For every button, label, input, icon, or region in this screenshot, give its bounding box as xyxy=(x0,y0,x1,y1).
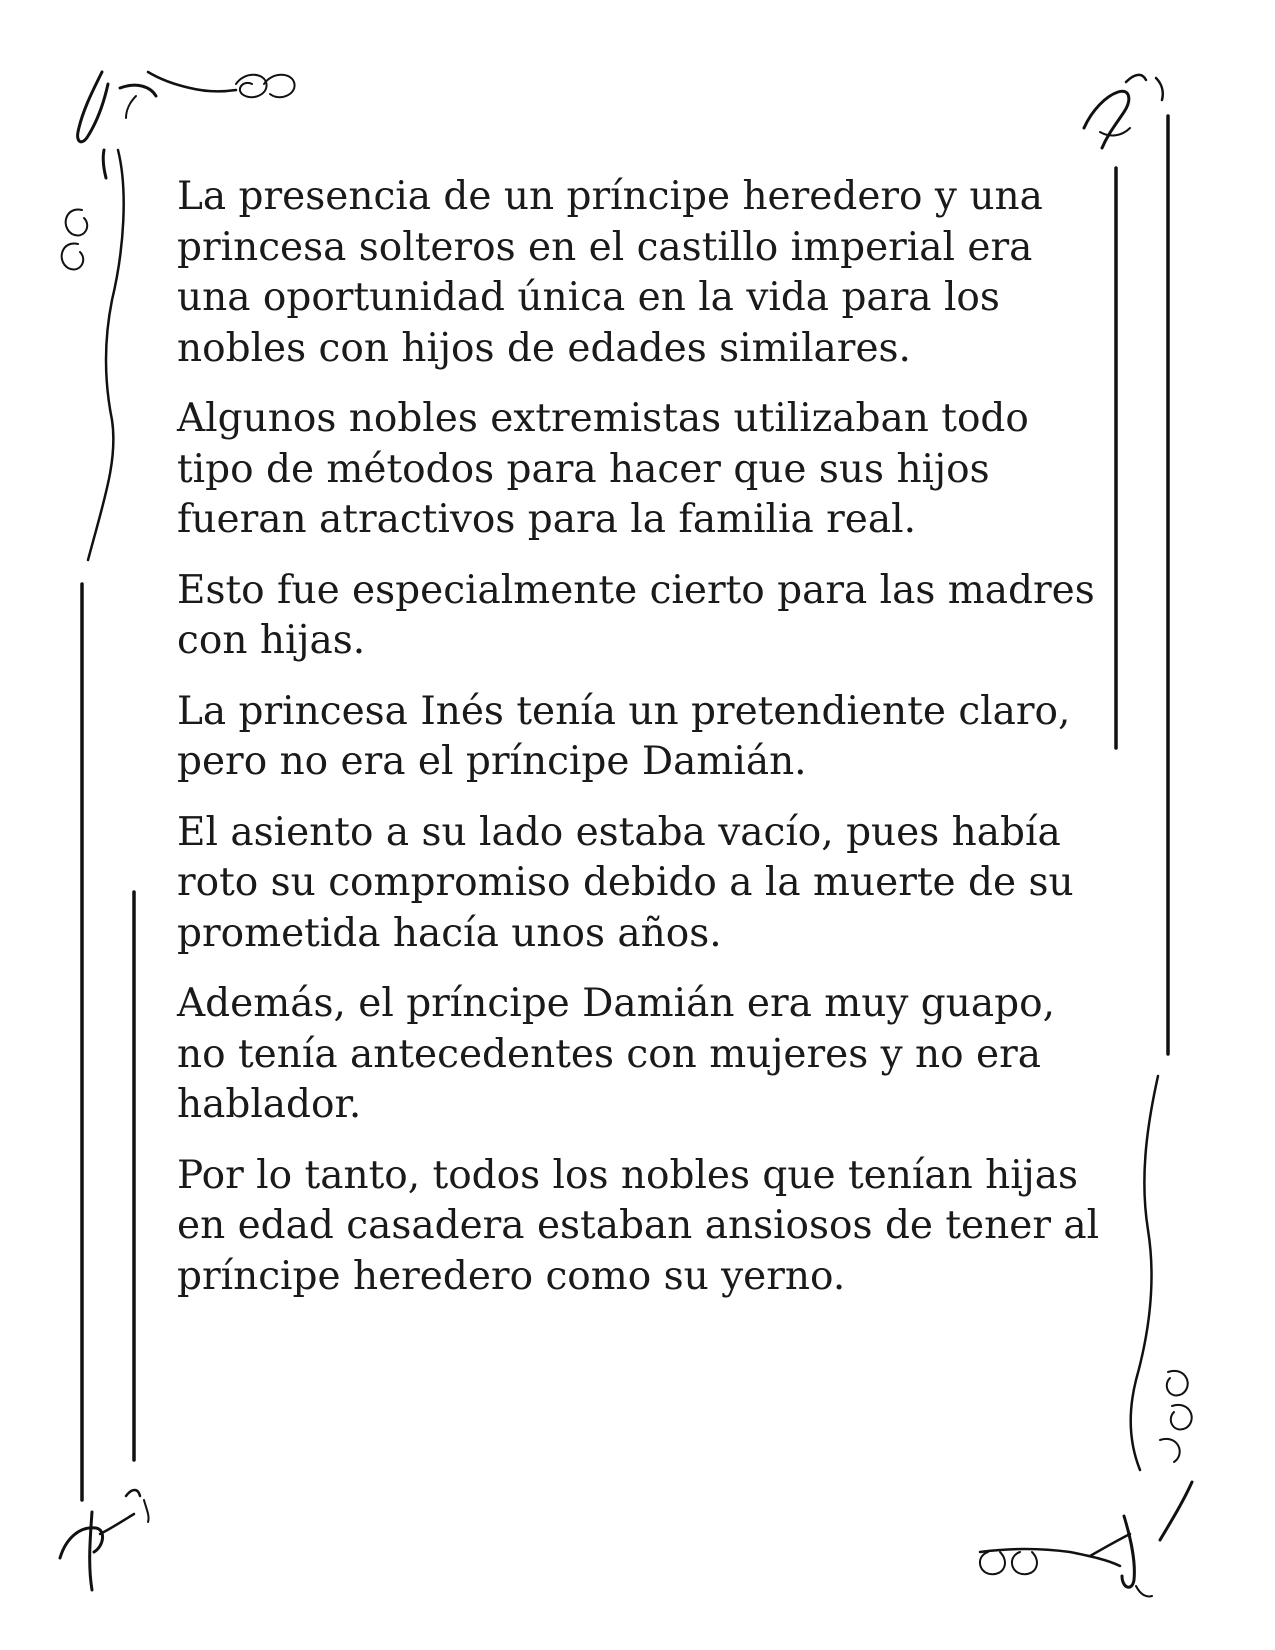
paragraph: La princesa Inés tenía un pretendiente claro, pero no era el príncipe Damián. xyxy=(177,688,1071,784)
document-body xyxy=(177,172,1107,1322)
paragraph: El asiento a su lado estaba vacío, pues había roto su compromiso debido a la muerte de su prometida hacía unos años. xyxy=(177,809,1074,956)
paragraph: Además, el príncipe Damián era muy guapo, no tenía antecedentes con mujeres y no era hablador. xyxy=(177,981,1055,1127)
bottom-left-flourish xyxy=(60,1490,149,1590)
paragraph: Algunos nobles extremistas utilizaban todo tipo de métodos para hacer que sus hijos fueran atractivos para la familia real. xyxy=(177,396,1029,542)
paragraph: Esto fue especialmente cierto para las madres con hijas. xyxy=(177,567,1095,663)
paragraph: Por lo tanto, todos los nobles que tenían hijas en edad casadera estaban ansiosos de tener al príncipe heredero como su yerno. xyxy=(177,1152,1100,1299)
paragraph: La presencia de un príncipe heredero y una princesa solteros en el castillo imperial era una oportunidad única en la vida para los nobles con hijos de edades similares. xyxy=(177,174,1043,371)
